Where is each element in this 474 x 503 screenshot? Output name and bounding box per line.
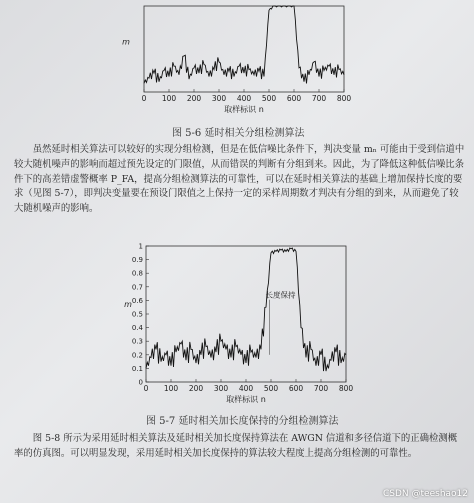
x-tick-label: 100 xyxy=(163,384,179,393)
x-tick-label: 300 xyxy=(211,94,227,103)
y-tick-label: 0.2 xyxy=(131,351,143,360)
y-tick-label: 0.9 xyxy=(131,256,143,265)
figure-5-6-chart xyxy=(120,0,360,118)
x-tick-label: 500 xyxy=(261,94,277,103)
x-axis-label: 取样标识 n xyxy=(224,105,264,114)
y-tick-label: 0.1 xyxy=(131,364,143,373)
series-line xyxy=(146,248,346,371)
body-paragraph-2: 图 5-8 所示为采用延时相关算法及延时相关加长度保持算法在 AWGN 信道和多径信道下的正确检测概率的仿真图。可以明显发现，采用延时相关加长度保持的算法较大程度上提高分组检测的可靠性。 xyxy=(14,433,458,459)
csdn-watermark: CSDN @teeshao12 xyxy=(383,489,468,499)
x-tick-label: 800 xyxy=(338,384,354,393)
series-line xyxy=(144,6,344,83)
figure-5-6-caption: 图 5-6 延时相关分组检测算法 xyxy=(172,128,305,139)
x-tick-label: 300 xyxy=(213,384,229,393)
x-tick-label: 100 xyxy=(161,94,177,103)
x-tick-label: 700 xyxy=(311,94,327,103)
x-tick-label: 600 xyxy=(286,94,302,103)
x-tick-label: 0 xyxy=(143,384,149,393)
x-tick-label: 500 xyxy=(263,384,279,393)
y-tick-label: 0.7 xyxy=(131,283,143,292)
y-tick-label: 1 xyxy=(138,242,143,251)
y-tick-label: 0 xyxy=(138,378,143,387)
x-tick-label: 700 xyxy=(313,384,329,393)
y-tick-label: 0.4 xyxy=(131,324,143,333)
y-tick-label: 0.5 xyxy=(131,310,143,319)
x-axis-label: 取样标识 n xyxy=(226,395,266,404)
y-axis-label: m xyxy=(124,300,132,310)
x-tick-label: 0 xyxy=(141,94,147,103)
length-hold-annotation: 长度保持 xyxy=(265,290,296,300)
body-paragraph-1: 虽然延时相关算法可以较好的实现分组检测，但是在低信噪比条件下，判决变量 mₙ 可能由于受到信道中较大随机噪声的影响而超过预先设定的门限值，从而错误的判断有分组到来。因此，为了降低这种低信噪比条件下的高差错虚警概率 P_FA，提高分组检测算法的可靠性，可以在延时相关算法的基础上增加保持长度的要求（见图 5-7），即判决变量要在预设门限值之上保持一定的采样周期数才判决有分组的到来，从而避免了较大随机噪声的影响。 xyxy=(14,144,465,215)
y-tick-label: 0.8 xyxy=(131,269,143,278)
y-tick-label: 0.6 xyxy=(131,296,143,305)
y-axis-label: m xyxy=(122,37,130,47)
y-tick-label: 0.3 xyxy=(131,337,143,346)
plot-frame xyxy=(144,6,344,92)
figure-5-7-caption: 图 5-7 延时相关加长度保持的分组检测算法 xyxy=(146,416,339,427)
x-tick-label: 200 xyxy=(188,384,204,393)
x-tick-label: 600 xyxy=(288,384,304,393)
figure-5-7-chart xyxy=(110,238,360,410)
x-tick-label: 200 xyxy=(186,94,202,103)
x-tick-label: 400 xyxy=(238,384,254,393)
x-tick-label: 800 xyxy=(336,94,352,103)
x-tick-label: 400 xyxy=(236,94,252,103)
